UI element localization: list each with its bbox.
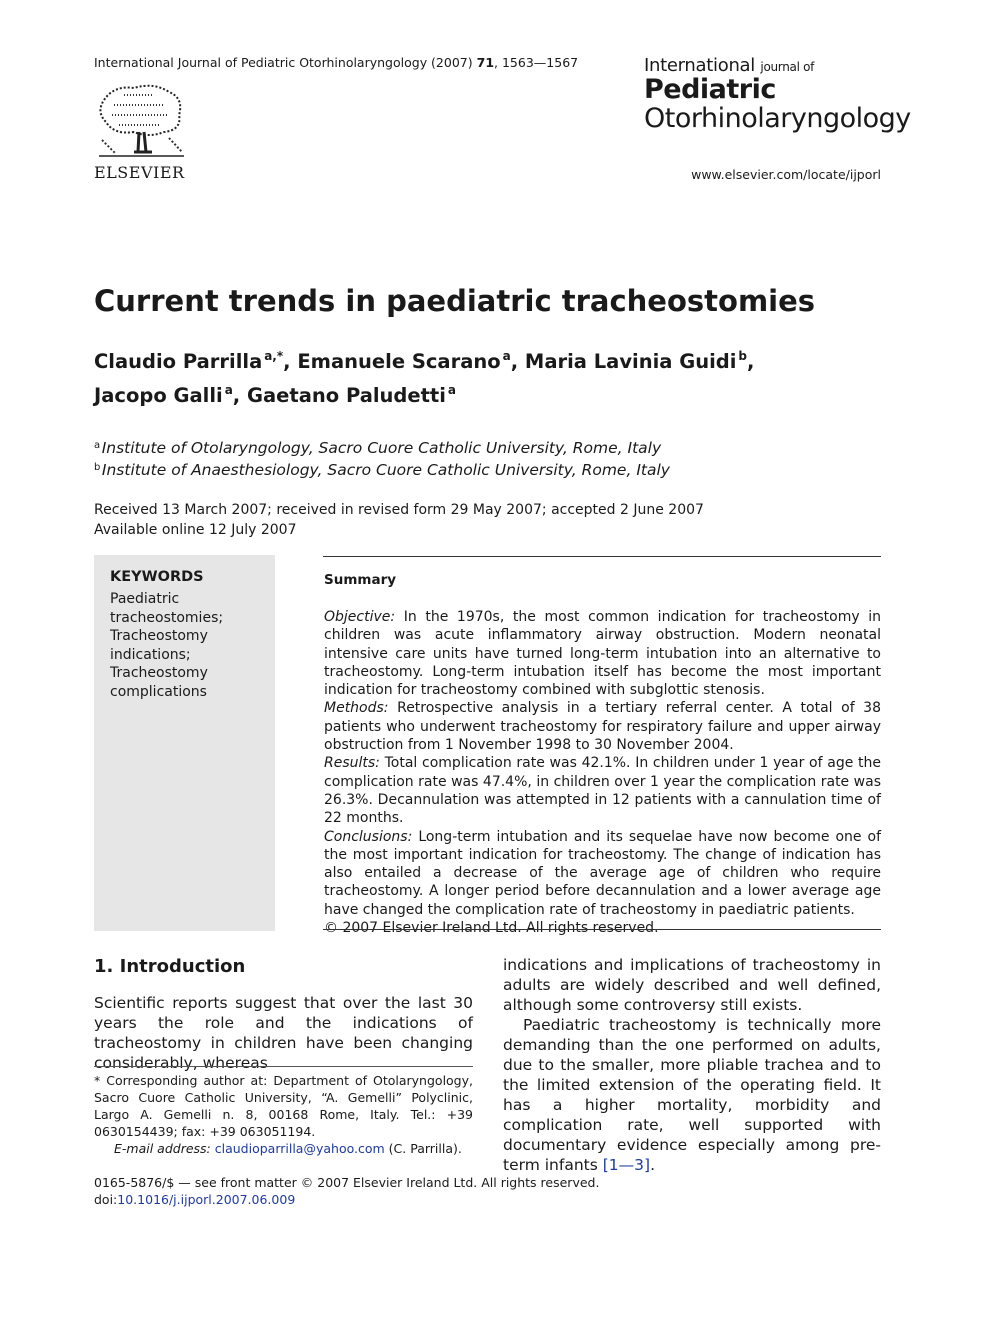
article-dates: Received 13 March 2007; received in revised form 29 May 2007; accepted 2 June 2007 Available online 12 July 2007 — [94, 502, 704, 538]
keywords-list — [110, 590, 270, 701]
article-title: Current trends in paediatric tracheostomies — [94, 284, 816, 318]
right-column — [503, 955, 881, 1175]
summary-heading: Summary — [324, 572, 397, 588]
summary-methods: Methods: Retrospective analysis in a tertiary referral center. A total of 38 patients who underwent tracheostomy for respiratory failure and upper airway obstruction from 1 November 1998 to 30 November 2004. — [324, 700, 881, 754]
intro-paragraph-continued: indications and implications of tracheostomy in adults are widely described and well defined, although some controversy still exists. — [503, 956, 881, 1014]
affiliation: $^a$ Institute of Otolaryngology, Sacro Cuore Catholic University, Rome, Italy — [94, 439, 662, 457]
summary-results: Results: Total complication rate was 42.1%. In children under 1 year of age the complication rate was 47.4%, in children over 1 year the complication rate was 26.3%. Decannulation was attempted in 12 patients with a cannulation time of 22 months. — [324, 755, 882, 827]
author: Maria Lavinia Guidi $^b$, — [524, 349, 755, 373]
keyword: Tracheostomy indications; — [110, 628, 208, 663]
section-heading-introduction: 1. Introduction — [94, 956, 246, 977]
journal-citation: International Journal of Pediatric Otorhinolaryngology (2007) 71, 1563—1567 — [94, 55, 579, 70]
footnote-rule — [94, 1066, 473, 1067]
left-column — [94, 956, 473, 1073]
summary-conclusions: Conclusions: Long-term intubation and its sequelae have now become one of the most important indication for tracheostomy. The change of indication has also entailed a decrease of the average age of children who require tracheostomy. A longer period before decannulation and a lower average age have changed the complication rate of tracheostomy in paediatric patients. — [324, 828, 881, 918]
keywords-heading: KEYWORDS — [110, 569, 204, 585]
affiliations — [94, 436, 670, 480]
corresponding-author-footnote: * Corresponding author at: Department of Otolaryngology, Sacro Cuore Catholic University, “A. Gemelli” Polyclinic, Largo A. Gemelli n. 8, 00168 Rome, Italy. Tel.: +39 0630154439; fax: +39 063051194. E-mail address: claudioparrilla@yahoo.com (C. Parrilla). — [94, 1073, 473, 1156]
summary-bottom-rule — [323, 929, 881, 930]
summary-copyright: © 2007 Elsevier Ireland Ltd. All rights reserved. — [324, 920, 659, 937]
author: Emanuele Scarano $^a$, — [297, 349, 525, 373]
journal-brand: International journal of Pediatric Otorhinolaryngology — [644, 55, 911, 134]
doi-link[interactable]: 10.1016/j.ijporl.2007.06.009 — [117, 1192, 296, 1207]
keywords-box — [94, 555, 275, 931]
keyword: Paediatric tracheostomies; — [110, 591, 224, 626]
intro-paragraph-2: Paediatric tracheostomy is technically more demanding than the one performed on adults, due to the smaller, more pliable trachea and to the limited extension of the operating field. It has a higher mortality, morbidity and complication rate, well supported with documentary evidence especially among pre-term infants [1—3]. — [503, 1016, 881, 1174]
publisher-name: ELSEVIER — [94, 163, 185, 182]
summary-body — [324, 608, 881, 937]
summary-top-rule — [323, 556, 881, 557]
affiliation: $^b$ Institute of Anaesthesiology, Sacro Cuore Catholic University, Rome, Italy — [94, 461, 670, 479]
keyword: Tracheostomy complications — [110, 665, 208, 700]
journal-url[interactable]: www.elsevier.com/locate/ijporl — [691, 167, 881, 182]
author: Claudio Parrilla $^{a,*}$, — [94, 349, 298, 373]
author-list — [94, 342, 814, 410]
citation-link[interactable]: [1—3] — [602, 1156, 651, 1174]
front-matter-info: 0165-5876/$ — see front matter © 2007 Elsevier Ireland Ltd. All rights reserved. doi:10.1016/j.ijporl.2007.06.009 — [94, 1175, 600, 1207]
author: Jacopo Galli $^a$, — [94, 383, 247, 407]
summary-objective: Objective: In the 1970s, the most common indication for tracheostomy in children was acute inflammatory airway obstruction. Modern neonatal intensive care units have turned long-term intubation into an alternative to tracheostomy. Long-term intubation itself has become the most important indication for tracheostomy combined with subglottic stenosis. — [324, 609, 881, 699]
intro-paragraph: Scientific reports suggest that over the last 30 years the role and the indications of tracheostomy in children have been changing considerably, whereas — [94, 994, 473, 1072]
author: Gaetano Paludetti $^a$ — [247, 383, 457, 407]
email-link[interactable]: claudioparrilla@yahoo.com — [214, 1141, 385, 1156]
